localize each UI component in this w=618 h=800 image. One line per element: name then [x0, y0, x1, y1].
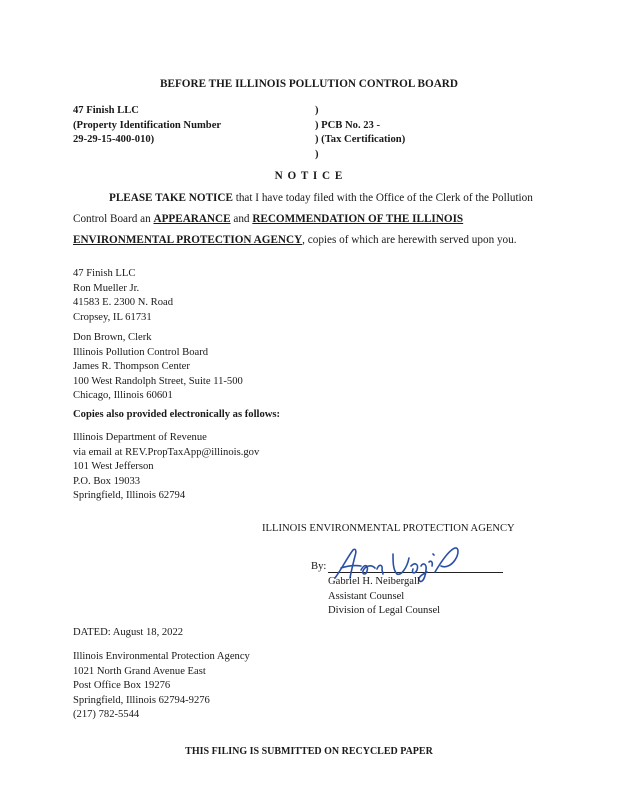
- agency-signature-heading: ILLINOIS ENVIRONMENTAL PROTECTION AGENCY: [262, 523, 515, 534]
- notice-title: N O T I C E: [274, 170, 344, 182]
- address-line: Chicago, Illinois 60601: [73, 390, 173, 401]
- board-title: BEFORE THE ILLINOIS POLLUTION CONTROL BOARD: [160, 78, 458, 90]
- address-line: James R. Thompson Center: [73, 361, 190, 372]
- address-line: 101 West Jefferson: [73, 461, 154, 472]
- address-line: Cropsey, IL 61731: [73, 311, 152, 323]
- case-caption-left: [73, 104, 221, 148]
- caption-bracket: ): [315, 105, 319, 116]
- caption-petitioner: 47 Finish LLC: [73, 105, 139, 116]
- signer-name: Gabriel H. Neibergall: [328, 576, 420, 587]
- notice-lead: PLEASE TAKE NOTICE: [109, 192, 233, 204]
- caption-pcb-number: ) PCB No. 23 -: [315, 119, 381, 131]
- copies-heading: Copies also provided electronically as follows:: [73, 409, 281, 420]
- recommendation-doc-title: RECOMMENDATION OF THE ILLINOIS: [252, 213, 464, 225]
- notice-text: , copies of which are herewith served upon you.: [302, 234, 517, 246]
- address-line: Post Office Box 19276: [73, 680, 171, 691]
- address-line: via email at REV.PropTaxApp@illinois.gov: [73, 446, 260, 458]
- notice-text: Control Board an: [73, 213, 154, 225]
- dated-line: DATED: August 18, 2022: [73, 627, 184, 638]
- appearance-doc-title: APPEARANCE: [153, 213, 231, 225]
- recommendation-doc-title-cont: ENVIRONMENTAL PROTECTION AGENCY: [73, 234, 303, 246]
- case-caption-right: [315, 104, 405, 162]
- revenue-address: [73, 431, 259, 504]
- signer-info: [328, 575, 440, 619]
- address-line: P.O. Box 19033: [73, 475, 141, 487]
- notice-line-2: [73, 212, 463, 227]
- caption-pin-label: (Property Identification Number: [73, 119, 222, 131]
- party-address: [73, 267, 173, 325]
- address-line: (217) 782-5544: [73, 709, 140, 720]
- notice-line-1: [109, 191, 533, 206]
- notice-text: that I have today filed with the Office of the Clerk of the Pollution: [232, 192, 533, 204]
- caption-bracket: ): [315, 148, 319, 160]
- address-line: Springfield, Illinois 62794-9276: [73, 694, 210, 706]
- address-line: 1021 North Grand Avenue East: [73, 665, 206, 677]
- address-line: Illinois Environmental Protection Agency: [73, 651, 250, 662]
- address-line: Illinois Department of Revenue: [73, 432, 207, 443]
- address-line: 47 Finish LLC: [73, 268, 136, 279]
- address-line: Don Brown, Clerk: [73, 332, 152, 343]
- address-line: Illinois Pollution Control Board: [73, 346, 209, 358]
- agency-address: [73, 650, 250, 723]
- address-line: Ron Mueller Jr.: [73, 282, 140, 294]
- caption-tax-certification: ) (Tax Certification): [315, 134, 406, 145]
- recycled-paper-footer: THIS FILING IS SUBMITTED ON RECYCLED PAPER: [185, 746, 433, 757]
- address-line: 100 West Randolph Street, Suite 11-500: [73, 375, 243, 387]
- clerk-address: [73, 331, 243, 404]
- address-line: 41583 E. 2300 N. Road: [73, 297, 174, 308]
- caption-pin-number: 29-29-15-400-010): [73, 134, 155, 145]
- address-line: Springfield, Illinois 62794: [73, 490, 186, 501]
- notice-text: and: [230, 213, 253, 225]
- by-label: By:: [311, 561, 327, 572]
- notice-line-3: [73, 233, 517, 248]
- signer-division: Division of Legal Counsel: [328, 605, 441, 616]
- signer-title: Assistant Counsel: [328, 590, 405, 602]
